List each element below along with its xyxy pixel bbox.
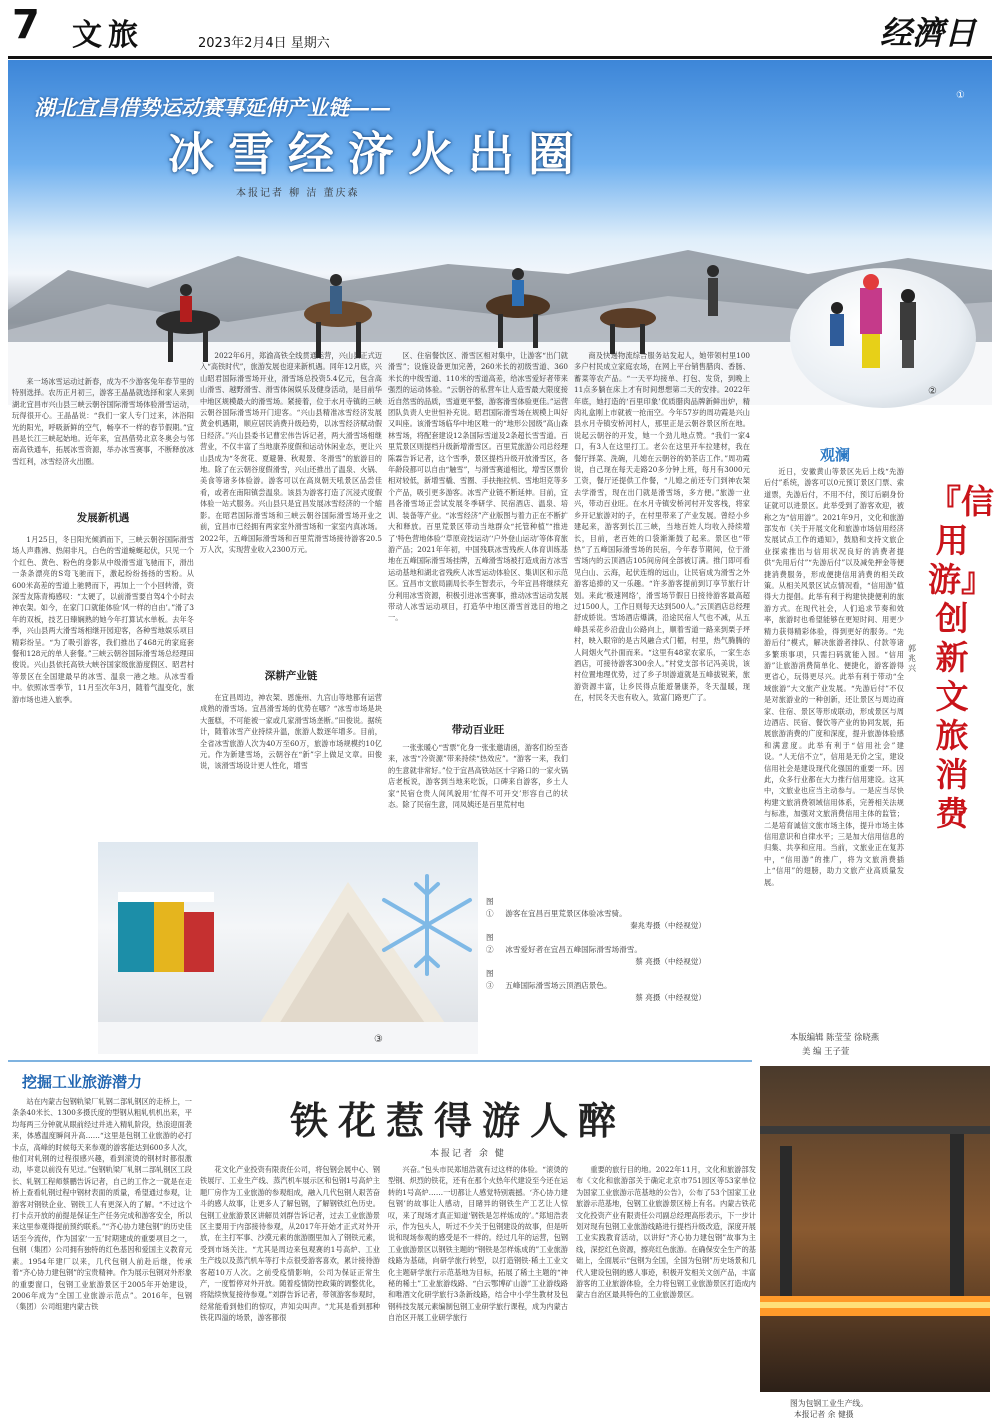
photo-steel-production-line bbox=[760, 1066, 990, 1392]
photo-number-1: ① bbox=[956, 90, 965, 101]
article2-column-1: 站在内蒙古包钢轨梁厂轧钢二部轧钢区的走桥上，一条条40米长、1300多摄氏度的型钢从粗轧机机出来，平均每两三分钟就从眼前经过并进入精轧阶段，热浪迎面袭来，体感温度瞬间升高……“这里是包钢工业旅游的必打卡点，高峰的时候每天来参观的游客能达到600多人次，他们对轧钢的过程很感兴趣，看到滚烫的钢材时都很激动，毕竟以前没有见过。”包钢轨梁厂轧钢二部轧钢区工段长、轧钢工程师蔡鹏告诉记者，自己的工作之一就是在走桥上查看轧钢过程中钢材表面的质量，希望通过参观，让游客对钢铁企业、钢铁工人有更深入的了解。“不过这个打卡点开放的前提是保证生产任务完成和游客安全，所以来这里参观得提前预约联系。”“齐心协力建包钢”的历史佳话至今流传，作为国家‘一五’时期建成的重要项目之一，包钢（集团）公司拥有独特的红色基因和爱国主义教育元素。1954年建厂以来，几代包钢人前赴后继，传承着“齐心协力建包钢”的宝贵精神。作为展示包钢对外形象的重要窗口，包钢工业旅游景区于2005年开始建设，2006年成为“全国工业旅游示范点”。2016年，包钢（集团）公司组建内蒙古铁 bbox=[12, 1097, 192, 1312]
header-rule bbox=[8, 56, 992, 59]
caption-2-credit: 蔡 亮摄（中经视觉） bbox=[635, 957, 706, 966]
article1-title: 冰雪经济火出圈 bbox=[168, 127, 588, 181]
article1-subhead-3: 带动百业旺 bbox=[451, 724, 505, 736]
photo-number-3: ③ bbox=[374, 1034, 383, 1045]
section-divider bbox=[8, 1060, 752, 1062]
section-title: 文旅 bbox=[72, 18, 144, 53]
article1-kicker: 湖北宜昌借势运动赛事延伸产业链—— bbox=[34, 95, 391, 120]
article2-column-2: 花文化产业投资有限责任公司，将包钢会展中心、钢铁展厅、工业生产线、蒸汽机车展示区和包钢1号高炉主题厂房作为工业旅游的参观组成，融入几代包钢人艰苦奋斗的感人故事，让更多人了解包钢，了解钢铁红色历史。包钢工业旅游景区讲解员刘群告诉记者，过去工业旅游景区主要用于内部接待参观，从2017年开始才正式对外开放，在主打军事、沙漠元素的旅游圈里加入了钢铁元素，受到市场关注。“尤其是周边来包观赛的1号高炉、工业生产线以及蒸汽机车等打卡点很受游客喜欢，累计接待游客超10万人次。之前受疫情影响，公司为保证正常生产，一度暂停对外开放。随着疫情防控政策的调整优化，将陆续恢复接待参观。”刘群告诉记者，带领游客参观时，经常能看到他们的惊叹，声知尖叫声。“尤其是看到那种铁花四溢的场景，游客都很 bbox=[200, 1165, 380, 1323]
article1-column-4: 商及快递物流综合服务站发起人，她带领村里100多户村民成立家庭农场，在网上平台销售腊肉、香肠、蓄菜等农产品。“一天平均接单、打包、发货，到晚上11点多躺在床上才有时间想想第二天的安排。2022年年底，她打造的‘百里印象’优质腊肉品牌新鲜出炉，精肉礼盒刚上市就被一抢而空。今年57岁的周功霞是兴山县水月寺镇安桥河村人，那里正是云朝谷景区所在地。说起云朝谷的开发，她一个劲儿地点赞。“我们一家4口，有3人在这里打工。老公在这里开车拉建材，我在餐厅择菜、洗碗，儿媳在云朝谷的奶茶店工作。”周功霞说，自己现在每天走路20多分钟上班，每月有3000元工资，餐厅还提供工作餐，“儿媳之前还专门到神农架去学滑雪，现在出门就是滑雪场，多方便。”旅游一业兴，带动百业旺。在水月寺镇安桥河村开发客栈，将家乡开记旅游对的子，在村里带来了产业发展。曾经小乡建起来，游客到长江三峡，当地百姓人均收入持续增长，目前，老百姓的口袋渐渐鼓了起来。景区也“带热”了五峰国际滑雪场的民宿，今年春节期间，位于滑雪场内的云顶酒店105间房间全部被订满。推门即可看见白山、云海，起伏连绵的远山，让民宿成为滑雪之外游客追捧的又一乐趣。“许多游客提前到订享节旅行计划。来此‘极速网络’，滑雪场节假日日接待游客最高超过1500人，工作日则每天达到500人。”云顶酒店总经理舒成娇说。雪场酒店爆满，沿途民宿人气也不减，从五峰县采花乡沿盘山公路向上，顺着雪道一路来到栗子坪村，映入眼帘的是古风融合式门楣，村里，热气腾腾的人间烟火气扑面而来。“这里有48家农家乐，一家生态酒店，可接待游客300余人。”村党支部书记冯美说，该村位置地理优势，过了乡子坝游道就是五峰拔锐莱，旅游资源丰富，让乡民得点能遊暑康养，冬天温暖，现在，村民冬天也有收入，致富门路更广了。 bbox=[574, 351, 750, 703]
caption-1-credit: 秦兆寿摄（中经视觉） bbox=[630, 921, 706, 930]
photo-skiers bbox=[790, 268, 976, 408]
sidebar-text-column-1: 近日，安徽黄山等景区先后上线“先游后付”系统，游客可以0元预订景区门票、索道票，先游后付，不用不付，预订后刷身份证就可以进景区。此举受到了游客欢迎，被称之为“信用游”。2021年9月，文化和旅游部发布《关于开展文化和旅游市场信用经济发展试点工作的通知》，鼓励和支持文旅企业探索推出与信用状况良好的消费者提供“先用后付”“先游后付”以及减免押金等便捷消费服务，形成便捷信用消费的相关政策。从相关风景区试点情况看，“信用游”值得大力提倡。此举有利于构建快捷便利的旅游方式。在现代社会，人们追求节奏和效率，旅游时也希望能够在更短时间、用更少精力获得精彩体验，得到更好的服务。“先游后付”模式，解决旅游者排队、付款等诸多繁琐事项，只需扫码就能入园。“信用游”让旅游消费简单化、便捷化，游客游得更省心，玩得更尽兴。此举有利于带动“全域旅游”大文旅产业发展。“先游后付”不仅是对旅游业的一种创新，还让景区与周边商家、住宿、景区等形成联动，形成景区与周边酒店、民宿、餐饮等产业的协同发展，拓展旅游消费的广度和深度，提升旅游体验感和满意度。此举有利于“信用社会”建设。“人无信不立”，信用是无价之宝，建设信用社会是建设现代化强国的重要一环。因此，众多行业都在大力推行信用建设。这其中，文旅业也应当主动参与。一是应当尽快构建文旅消费领域信用体系，完善相关法规与标准，加强对文旅消费信用主体的监管；二是培育诚信文旅市场主体，提升市场主体信用意识和自律水平；三是加大信用信息的归集、共享和应用。当前，文旅业正在复苏中，“信用游”的推广，将为文旅消费插上“信用”的翅膀，助力文旅产业高质量发展。 bbox=[764, 467, 904, 887]
page-number: 7 bbox=[12, 2, 40, 48]
photo-captions bbox=[486, 896, 746, 1004]
skiers-illustration bbox=[790, 268, 976, 408]
sidebar-title: 『信用游』创新文旅消费 bbox=[928, 482, 994, 833]
article1-column-3b: 一张张暖心“雪票”化身一张张邀请函，游客们纷至沓来，冰雪“冷资源”带来持续“热效应”。“游客一来，我们的生意就非常好。”位于宜昌高铁站区十字路口的一家火锅店老板说，游客到当地来吃饭，口碑来自游客，乡土人家“民宿仓贵人间风貌用‘忙得不可开交’形容自己的状态。除了民宿生意，同凤姨还是百里荒村电 bbox=[388, 743, 568, 810]
article1-column-3: 区、住宿餐饮区、滑雪区相对集中，让游客“出门就滑雪”；设施设备更加完善，260米长的初级雪道、360米长的中级雪道、110米的雪道高差，给冰雪爱好者带来强烈的运动体验。“云朝谷的私营车让人造雪最大限度接近自然雪的品质，雪道更平整，游客滑雪体验更佳。”运营团队负责人史世恒补充说。昭君国际滑雪场在规模上叫好又叫座。该滑雪场临华中地区唯一的“地形公园级”高山森林雪场，将配套建设12条国际雪道及2条超长雪雪道。百里荒景区则提档升级新增滑雪区。百里荒旅游公司总经理陈霖告诉记者，这个雪季，景区提档升级开放滑雪区，各年龄段都可以自由“触雪”，与滑雪赛道相比，增雪区票价相对较低，新增雪橇、雪圈、手扶拖拉机、雪地坦克等多个产品，吸引更多游客。冰雪产业链不断延伸。目前，宜昌各滑雪场正尝试发展冬季研学、民宿酒店、温泉、培训、装备等产业。“冰雪经济”产业版图与着力正在不断扩大和释放。百里荒景区带动当地群众“托管种植”“推进了‘特色营地体验’‘草原竞技运动’‘户外登山运动’等体育旅游产品；2021年年初，中国残联冰雪残疾人体育训练基地在五峰国际滑雪场挂牌，五峰滑雪场被打造成南方冰雪运动基地和湖北省残疾人冰雪运动体验区、集训区和示范区。宜昌市文旅局副局长李生智表示，今年宜昌将继续充分利用冰雪资源，积极引进冰雪赛事，推动冰雪运动发展带动人冰雪运动项目，打造华中地区滑雪首选目的地之一。 bbox=[388, 351, 568, 623]
steel-photo-caption: 图为包钢工业生产线。 本报记者 余 健摄 bbox=[790, 1399, 868, 1419]
page-header bbox=[0, 0, 1000, 56]
masthead-logo: 经濟日 bbox=[880, 14, 977, 52]
article2-label: 挖掘工业旅游潜力 bbox=[22, 1073, 143, 1091]
editors-credit: 本版编辑 陈莹莹 徐晓燕 美 编 王子萱 bbox=[790, 1032, 880, 1056]
article2-byline: 本报记者 余 健 bbox=[430, 1149, 506, 1159]
sidebar-author: 郭兆兴 bbox=[908, 644, 916, 673]
article1-subhead-1: 发展新机遇 bbox=[76, 512, 130, 524]
caption-1: 图① 游客在宜昌百里荒景区体验冰雪骑。 bbox=[486, 897, 627, 918]
article1-column-2: 2022年6月，郑渝高铁全线贯通运营，兴山县正式迈入“高铁时代”，旅游发展也迎来新机遇。同年12月底，兴山昭君国际滑雪场开业，滑雪场总投资5.4亿元，包含高山滑雪、越野滑雪、滑雪体闲娱乐及健身活动，是目前华中地区规模最大的滑雪场。紧接着，位于水月寺镇的三峡云朝谷国际滑雪场开门迎客。“兴山县精准冰雪经济发展黄金机遇期，顺应居民消费升级趋势，以冰雪经济赋动假日经济。”兴山县委书记曹宏伟告诉记者，两大滑雪场相继营业，不仅丰富了当地康养度假和运动休闲业态，更让兴山县成为“冬赏花、夏避暑、秋观景、冬滑雪”的旅游目的地。除了在云朝谷度假滑雪，兴山还推出了温泉、火锅、美食等诸多体验游。游客可以在高岚朝天吼景区品尝佳肴，或者在南阳镇尝温泉。该县为游客打造了沉浸式度假体验一站式服务。兴山县只是宜昌发展冰雪经济的一个缩影。在昭君国际滑雪场和三峡云朝谷国际滑雪场开业之前，宜昌市已经拥有两家室外滑雪场和一家室内真冰场。2022年，五峰国际滑雪场和百里荒滑雪场接待游客20.5万人次，实现营业收入2300万元。 bbox=[200, 351, 382, 554]
caption-2: 图② 冰雪爱好者在宜昌五峰国际滑雪场滑雪。 bbox=[486, 933, 642, 954]
caption-3-credit: 蔡 亮摄（中经视觉） bbox=[635, 993, 706, 1002]
article2-column-3: 兴奋。”包头市民郑旭浩就有过这样的体验。“滚烫的型钢、炽烈的铁花，还有在那个火热年代建设至今还在运转的1号高炉……一切都让人感觉特别震撼。‘齐心协力建包钢’的故事让人感动，目睹异的钢铁生产工艺让人惊叹，来了现场才真正知道‘钢铁是怎样炼成的’。”郑旭浩表示，作为包头人，听过不少关于包钢建设的故事，但是听说和现场参观的感受是不一样的。经过几年的运营，包钢工业旅游景区以钢铁主题的“钢铁是怎样炼成的”工业旅游线路为基础，向研学旅行转型，以打造钢铁·稀土工业文化主题研学旅行示范基地为目标，拓展了稀土主题的“神秘的稀土”工业旅游线路、“白云鄂博矿山游”工业游线路和唯酒文化研学旅行3条新线路，结合中小学生教材及包钢科技发展元素编制包钢工业研学旅行课程，成为内蒙古自治区开展工业研学旅行 bbox=[388, 1165, 568, 1323]
issue-date: 2023年2月4日 星期六 bbox=[198, 36, 330, 51]
steel-mill-illustration bbox=[760, 1066, 990, 1392]
article2-title: 铁花惹得游人醉 bbox=[290, 1098, 627, 1143]
article1-byline: 本报记者 柳 洁 董庆森 bbox=[236, 188, 360, 199]
snowflake-icon bbox=[372, 870, 482, 980]
caption-3: 图③ 五峰国际滑雪场云顶酒店景色。 bbox=[486, 969, 612, 990]
article1-subhead-2: 深耕产业链 bbox=[264, 670, 318, 682]
article1-column-1b: 1月25日，冬日阳光倾洒而下，三峡云朝谷国际滑雪场人声鼎沸、热闹非凡，白色的雪道蜿蜒起伏，只见一个个红色、黄色、粉色的身影从中级滑雪道飞驰而下，滑出一条条漂亮的S弯飞驰而下，激起纷纷扬扬的雪粉。从600米高差的雪道上驰骋而下，再加上一个小回转滑，资深雪友陈青梅感叹：“太硬了，以前滑雪要自驾4个小时去神农架。如今，在家门口就能体验‘风一样的自由’。”滑了3年的双板，技艺日臻娴熟的她今年打算试水单板。去年冬季，兴山县两大滑雪场相继开园迎客，各种雪地娱乐项目精彩纷呈。“为了吸引游客，我们推出了468元的家庭套餐和128元的单人套餐。”三峡云朝谷国际滑雪场总经理田俊说。兴山县依托高铁大峡谷国家级旅游度假区、昭君村等景区在全国建最早的冰雪、温泉一港之地。从冰雪看中。依照冰雪季节，11月至次年3月，随着气温变化，旅游市场也进入旅季。 bbox=[12, 535, 194, 704]
sidebar-label: 观澜 bbox=[820, 446, 851, 464]
article1-column-2b: 在宜昌周边，神农架、恩施州、九宫山等地都有运营成熟的滑雪场。宜昌滑雪场的优势在哪？“冰雪市场是块大蛋糕，不可能被一家或几家滑雪场垄断。”田俊说。据统计，随着冰雪产业持续升温，旅游人数逐年增多。目前，全省冰雪旅游人次为40万至60万，旅游市场规模约10亿元。作为新建雪场，云朝谷在“新”字上做足文章。田俊说，该滑雪场设计更人性化，增雪 bbox=[200, 693, 382, 771]
article2-column-4: 重要的旅行目的地。2022年11月，文化和旅游部发布《文化和旅游部关于确定北京市751园区等53家单位为国家工业旅游示范基地的公告》，公布了53个国家工业旅游示范基地，包钢工业旅游景区榜上有名。内蒙古铁花文化投资产业有限责任公司副总经理高彤表示，下一步计划对现有包钢工业旅游线路进行提档升级改造，深度开展工业实践教育活动，以讲好“齐心协力建包钢”故事为主线，深挖红色资源，擦亮红色旅游。在确保安全生产的基础上，全面展示“包钢为全国，全国为包钢”历史场景和几代人建设包钢的感人事迹，积极开发相关文创产品，丰富游客的工业旅游体验，全力将包钢工业旅游景区打造成内蒙古自治区最具特色的工业旅游景区。 bbox=[576, 1165, 756, 1300]
photo-number-2: ② bbox=[928, 386, 937, 397]
article1-column-1: 来一场冰雪运动过新春，成为不少游客兔年春节里的特别选择。农历正月初三，游客王晶晶就选择和家人来到湖北宜昌市兴山县三峡云朝谷国际滑雪场体验滑雪运动，玩得很开心。王晶晶说：“我们一家人专门过来，沐浴阳光的阳光，呼吸新鲜的空气，畅享不一样的春节假期。”宜昌是长江三峡起始地。近年来，宜昌借势北京冬奥会与邻南高铁通车，拓展冰雪资源，举办冰雪赛事，不断释放冰雪红利，冰雪经济火出圈。 bbox=[12, 377, 194, 466]
